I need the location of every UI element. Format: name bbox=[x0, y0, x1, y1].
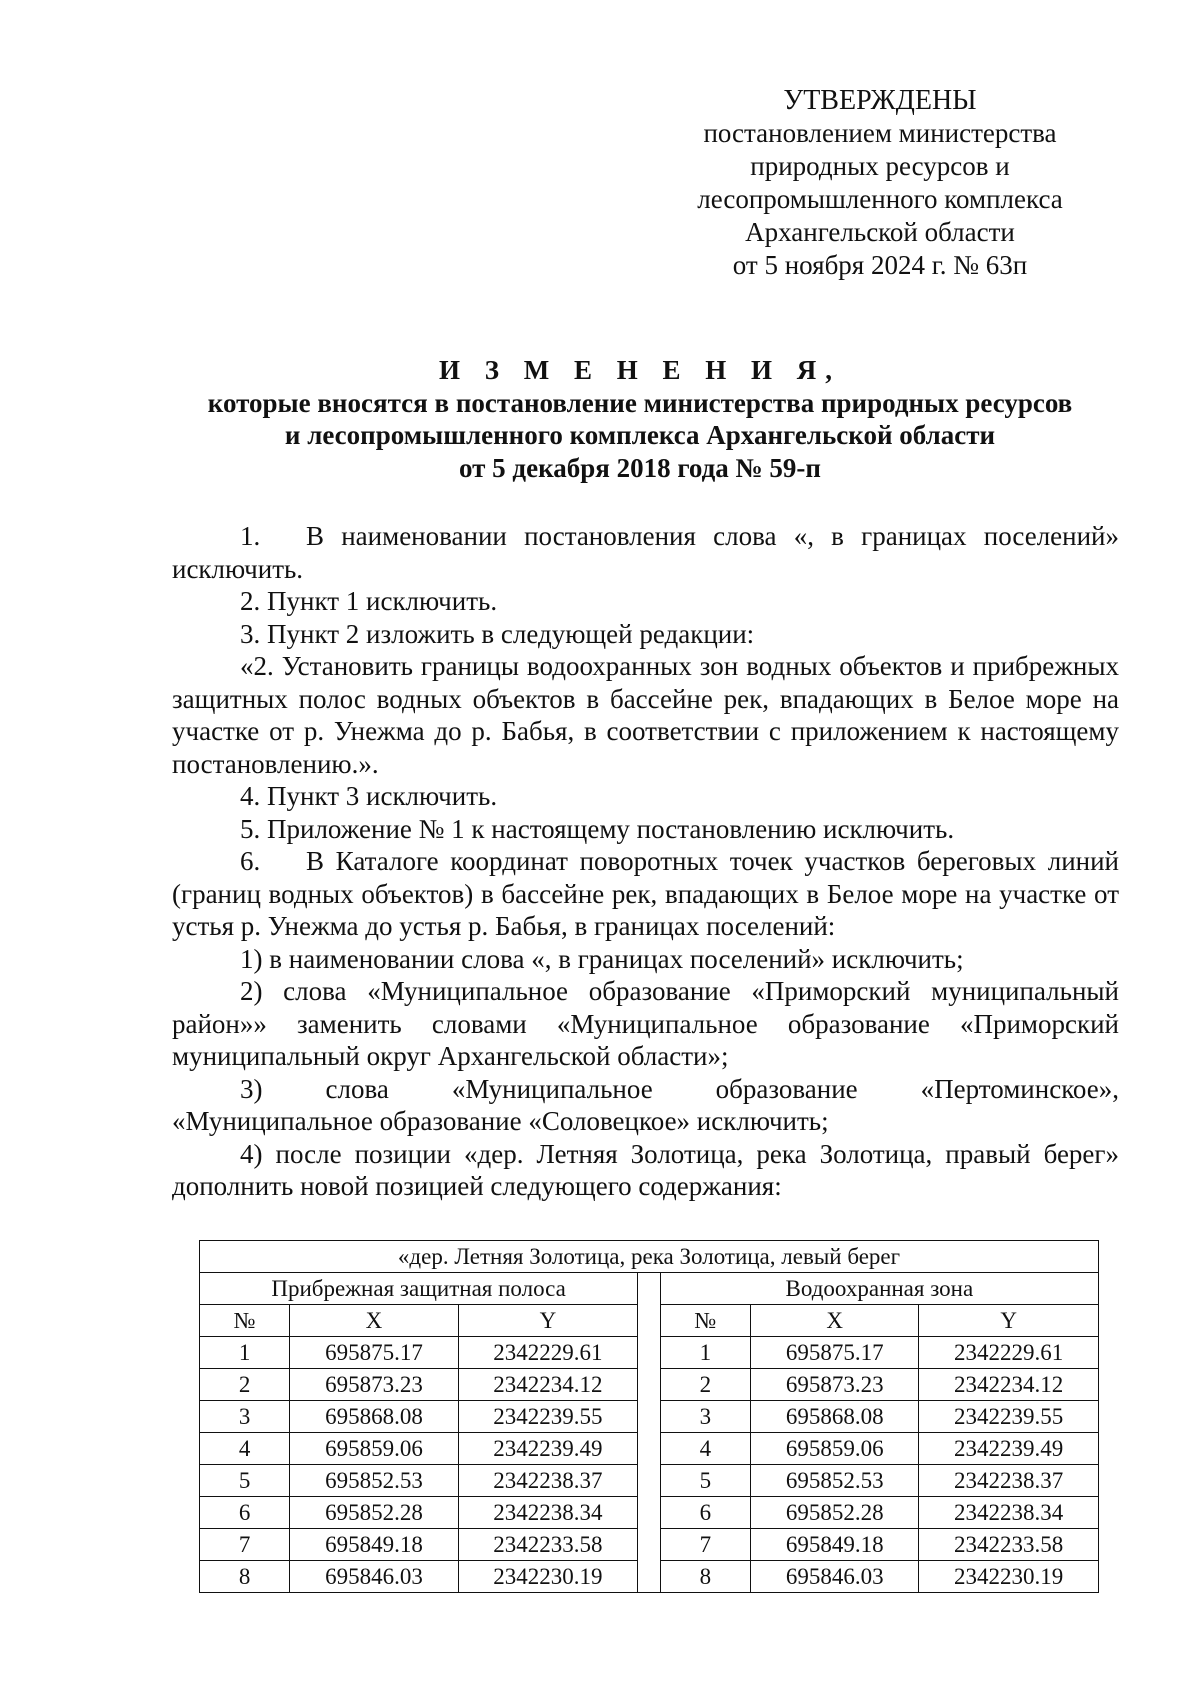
cell-x: 695846.03 bbox=[751, 1561, 919, 1593]
left-section-header: Прибрежная защитная полоса bbox=[200, 1273, 638, 1305]
right-section-header: Водоохранная зона bbox=[660, 1273, 1098, 1305]
cell-number: 7 bbox=[200, 1529, 290, 1561]
cell-y: 2342239.49 bbox=[458, 1433, 638, 1465]
cell-number: 2 bbox=[200, 1369, 290, 1401]
cell-y: 2342230.19 bbox=[919, 1561, 1099, 1593]
item-1 bbox=[172, 520, 1119, 585]
approval-line: природных ресурсов и bbox=[750, 151, 1010, 181]
subitem-3: 3) слова «Муниципальное образование «Пертоминское», bbox=[240, 1073, 1119, 1104]
cell-x: 695868.08 bbox=[751, 1401, 919, 1433]
cell-x: 695868.08 bbox=[290, 1401, 458, 1433]
title-line: от 5 декабря 2018 года № 59-п bbox=[459, 452, 821, 483]
cell-number: 8 bbox=[660, 1561, 750, 1593]
cell-y: 2342238.34 bbox=[458, 1497, 638, 1529]
cell-number: 1 bbox=[660, 1337, 750, 1369]
cell-y: 2342239.55 bbox=[919, 1401, 1099, 1433]
cell-number: 4 bbox=[200, 1433, 290, 1465]
cell-x: 695849.18 bbox=[751, 1529, 919, 1561]
cell-x: 695859.06 bbox=[290, 1433, 458, 1465]
cell-x: 695846.03 bbox=[290, 1561, 458, 1593]
cell-y: 2342234.12 bbox=[919, 1369, 1099, 1401]
document-title bbox=[160, 354, 1120, 484]
cell-y: 2342229.61 bbox=[919, 1337, 1099, 1369]
cell-number: 5 bbox=[660, 1465, 750, 1497]
item-2: 2. Пункт 1 исключить. bbox=[240, 586, 498, 616]
item-text: В Каталоге координат поворотных точек участков береговых линий (границ водных объектов) в бассейне рек, впадающих в Белое море на участке от устья р. Унежма до устья р. Бабья, в границах поселений: bbox=[172, 846, 1119, 941]
cell-x: 695859.06 bbox=[751, 1433, 919, 1465]
document-body bbox=[172, 520, 1119, 1203]
title-line: которые вносятся в постановление министерства природных ресурсов bbox=[207, 387, 1073, 418]
cell-number: 1 bbox=[200, 1337, 290, 1369]
cell-y: 2342234.12 bbox=[458, 1369, 638, 1401]
item-number: 6. bbox=[240, 846, 261, 876]
subitem-2: 2) слова «Муниципальное образование «Приморский муниципальный район»» заменить словами «Муниципальное образование «Приморский муниципальный округ Архангельской области»; bbox=[172, 976, 1119, 1071]
approval-heading: УТВЕРЖДЕНЫ bbox=[783, 85, 977, 116]
col-header-x: X bbox=[751, 1305, 919, 1337]
cell-x: 695852.28 bbox=[290, 1497, 458, 1529]
cell-number: 5 bbox=[200, 1465, 290, 1497]
cell-x: 695852.28 bbox=[751, 1497, 919, 1529]
cell-y: 2342229.61 bbox=[458, 1337, 638, 1369]
cell-x: 695875.17 bbox=[751, 1337, 919, 1369]
cell-y: 2342239.55 bbox=[458, 1401, 638, 1433]
cell-number: 3 bbox=[660, 1401, 750, 1433]
cell-y: 2342230.19 bbox=[458, 1561, 638, 1593]
cell-number: 2 bbox=[660, 1369, 750, 1401]
approval-line: Архангельской области bbox=[745, 217, 1015, 247]
cell-y: 2342238.37 bbox=[919, 1465, 1099, 1497]
item-4: 4. Пункт 3 исключить. bbox=[240, 781, 498, 811]
cell-x: 695873.23 bbox=[751, 1369, 919, 1401]
cell-number: 4 bbox=[660, 1433, 750, 1465]
col-header-y: Y bbox=[919, 1305, 1099, 1337]
cell-y: 2342239.49 bbox=[919, 1433, 1099, 1465]
coordinates-table bbox=[199, 1240, 1099, 1593]
cell-x: 695852.53 bbox=[751, 1465, 919, 1497]
table-caption-row bbox=[200, 1241, 1099, 1273]
cell-number: 8 bbox=[200, 1561, 290, 1593]
cell-y: 2342238.37 bbox=[458, 1465, 638, 1497]
subitem-3-continued: «Муниципальное образование «Соловецкое» исключить; bbox=[172, 1106, 829, 1136]
subitem-1: 1) в наименовании слова «, в границах поселений» исключить; bbox=[240, 943, 964, 974]
cell-number: 6 bbox=[200, 1497, 290, 1529]
approval-date: от 5 ноября 2024 г. № 63п bbox=[732, 250, 1028, 280]
approval-line: лесопромышленного комплекса bbox=[697, 184, 1063, 214]
cell-y: 2342238.34 bbox=[919, 1497, 1099, 1529]
item-number: 1. bbox=[240, 521, 261, 551]
title-heading: И З М Е Н Е Н И Я, bbox=[438, 355, 841, 385]
item-3-quote: «2. Установить границы водоохранных зон водных объектов и прибрежных защитных полос водных объектов в бассейне рек, впадающих в Белое море на участке от р. Унежма до р. Бабья, в соответствии с приложением к настоящему постановлению.». bbox=[172, 651, 1119, 779]
col-header-number: № bbox=[200, 1305, 290, 1337]
item-6 bbox=[172, 845, 1119, 943]
approval-block bbox=[620, 84, 1140, 282]
cell-x: 695875.17 bbox=[290, 1337, 458, 1369]
cell-number: 3 bbox=[200, 1401, 290, 1433]
item-5: 5. Приложение № 1 к настоящему постановлению исключить. bbox=[240, 813, 955, 844]
cell-x: 695849.18 bbox=[290, 1529, 458, 1561]
subitem-4: 4) после позиции «дер. Летняя Золотица, река Золотица, правый берег» дополнить новой позицией следующего содержания: bbox=[172, 1138, 1119, 1201]
cell-number: 6 bbox=[660, 1497, 750, 1529]
table-gap bbox=[638, 1273, 661, 1593]
table-section-row bbox=[200, 1273, 1099, 1305]
cell-x: 695873.23 bbox=[290, 1369, 458, 1401]
col-header-x: X bbox=[290, 1305, 458, 1337]
cell-number: 7 bbox=[660, 1529, 750, 1561]
item-3: 3. Пункт 2 изложить в следующей редакции: bbox=[240, 618, 755, 649]
cell-y: 2342233.58 bbox=[458, 1529, 638, 1561]
col-header-number: № bbox=[660, 1305, 750, 1337]
cell-x: 695852.53 bbox=[290, 1465, 458, 1497]
cell-y: 2342233.58 bbox=[919, 1529, 1099, 1561]
col-header-y: Y bbox=[458, 1305, 638, 1337]
table-caption: «дер. Летняя Золотица, река Золотица, левый берег bbox=[200, 1241, 1099, 1273]
approval-line: постановлением министерства bbox=[703, 118, 1057, 148]
title-line: и лесопромышленного комплекса Архангельской области bbox=[284, 420, 996, 450]
item-text: В наименовании постановления слова «, в границах поселений» исключить. bbox=[172, 521, 1119, 584]
